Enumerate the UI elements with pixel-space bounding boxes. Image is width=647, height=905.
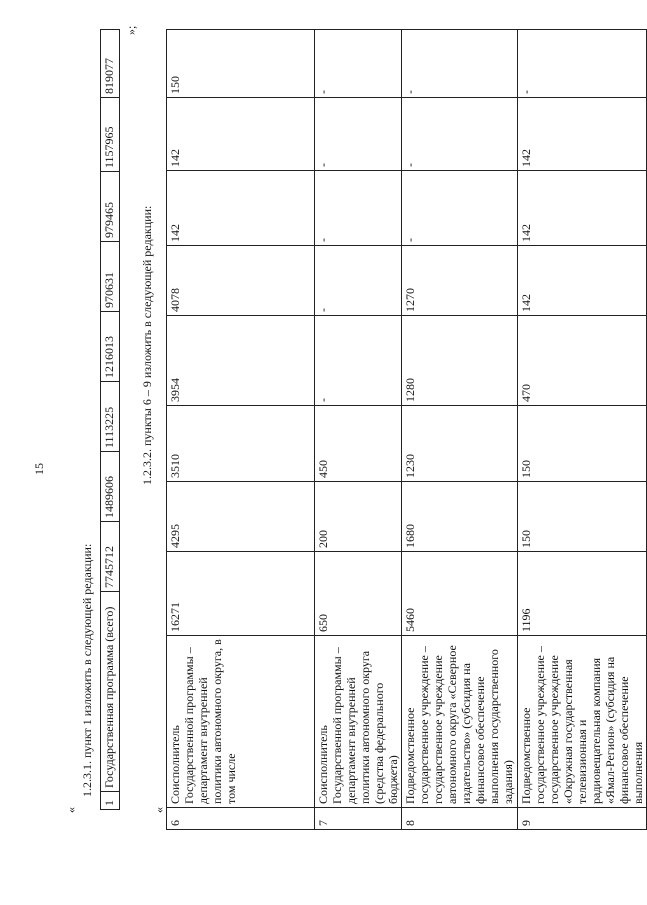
row-value: -	[315, 246, 402, 316]
row-value: 450	[315, 406, 402, 482]
page-number: 15	[32, 463, 46, 475]
row-value: 150	[518, 406, 647, 482]
quote-close-mark: »;	[124, 25, 138, 35]
table-row	[518, 30, 647, 830]
row-value: -	[315, 30, 402, 98]
row-value: 4078	[167, 246, 315, 316]
row-value: 150	[167, 30, 315, 98]
summary-value: 819077	[101, 30, 120, 98]
row-value: 142	[167, 171, 315, 246]
table-row	[315, 30, 402, 830]
row-value: 1196	[518, 552, 647, 636]
summary-value: 1216013	[101, 312, 120, 382]
row-value: 142	[518, 171, 647, 246]
row-value: 650	[315, 552, 402, 636]
row-value: 142	[518, 98, 647, 171]
row-value: 142	[167, 98, 315, 171]
row-value: 142	[518, 246, 647, 316]
row-value: 1280	[402, 316, 518, 406]
row-value: 4295	[167, 482, 315, 552]
row-value: 5460	[402, 552, 518, 636]
row-value: -	[315, 316, 402, 406]
summary-value: 979465	[101, 172, 120, 242]
row-name: Соисполнитель Государственной программы – департамент внутренней политики автономного округа, в том числе	[167, 636, 315, 808]
quote-open-mark: «	[64, 807, 78, 813]
row-value: 1230	[402, 406, 518, 482]
row-value: 3510	[167, 406, 315, 482]
row-value: -	[315, 98, 402, 171]
row-name: Подведомственное государственное учреждение – государственное учреждение «Окружная государственная телевизионная и радиовещательная компания «Ямал-Регион» (субсидия на финансовое обеспечение выполнения	[518, 636, 647, 808]
row-value: -	[518, 30, 647, 98]
row-value: 3954	[167, 316, 315, 406]
row-number: 6	[167, 808, 315, 830]
table-row	[167, 30, 315, 830]
summary-value: 1489606	[101, 452, 120, 522]
row-number: 9	[518, 808, 647, 830]
row-value: 1680	[402, 482, 518, 552]
row-number: 8	[402, 808, 518, 830]
row-value: 200	[315, 482, 402, 552]
row-value: 1270	[402, 246, 518, 316]
summary-value: 7745712	[101, 522, 120, 592]
row-number: 7	[315, 808, 402, 830]
summary-row-number: 1	[101, 792, 120, 810]
item-1-heading: 1.2.3.1. пункт 1 изложить в следующей редакции:	[80, 543, 94, 797]
main-table	[166, 29, 647, 830]
row-value: 470	[518, 316, 647, 406]
row-name: Подведомственное государственное учреждение – государственное учреждение автономного округа «Северное издательство» (субсидия на финансовое обеспечение выполнения государственного задания)	[402, 636, 518, 808]
quote-open-mark: «	[152, 807, 166, 813]
row-value: -	[402, 30, 518, 98]
summary-value: 1157965	[101, 98, 120, 172]
row-value: 150	[518, 482, 647, 552]
row-value: -	[402, 171, 518, 246]
summary-row-name: Государственная программа (всего)	[101, 592, 120, 792]
table-row	[402, 30, 518, 830]
summary-row	[101, 30, 120, 810]
row-name: Соисполнитель Государственной программы – департамент внутренней политики автономного округа (средства федерального бюджета)	[315, 636, 402, 808]
summary-table	[100, 29, 120, 810]
summary-value: 1113225	[101, 382, 120, 452]
row-value: 16271	[167, 552, 315, 636]
row-value: -	[402, 98, 518, 171]
item-2-heading: 1.2.3.2. пункты 6 – 9 изложить в следующей редакции:	[140, 205, 154, 485]
summary-value: 970631	[101, 242, 120, 312]
row-value: -	[315, 171, 402, 246]
